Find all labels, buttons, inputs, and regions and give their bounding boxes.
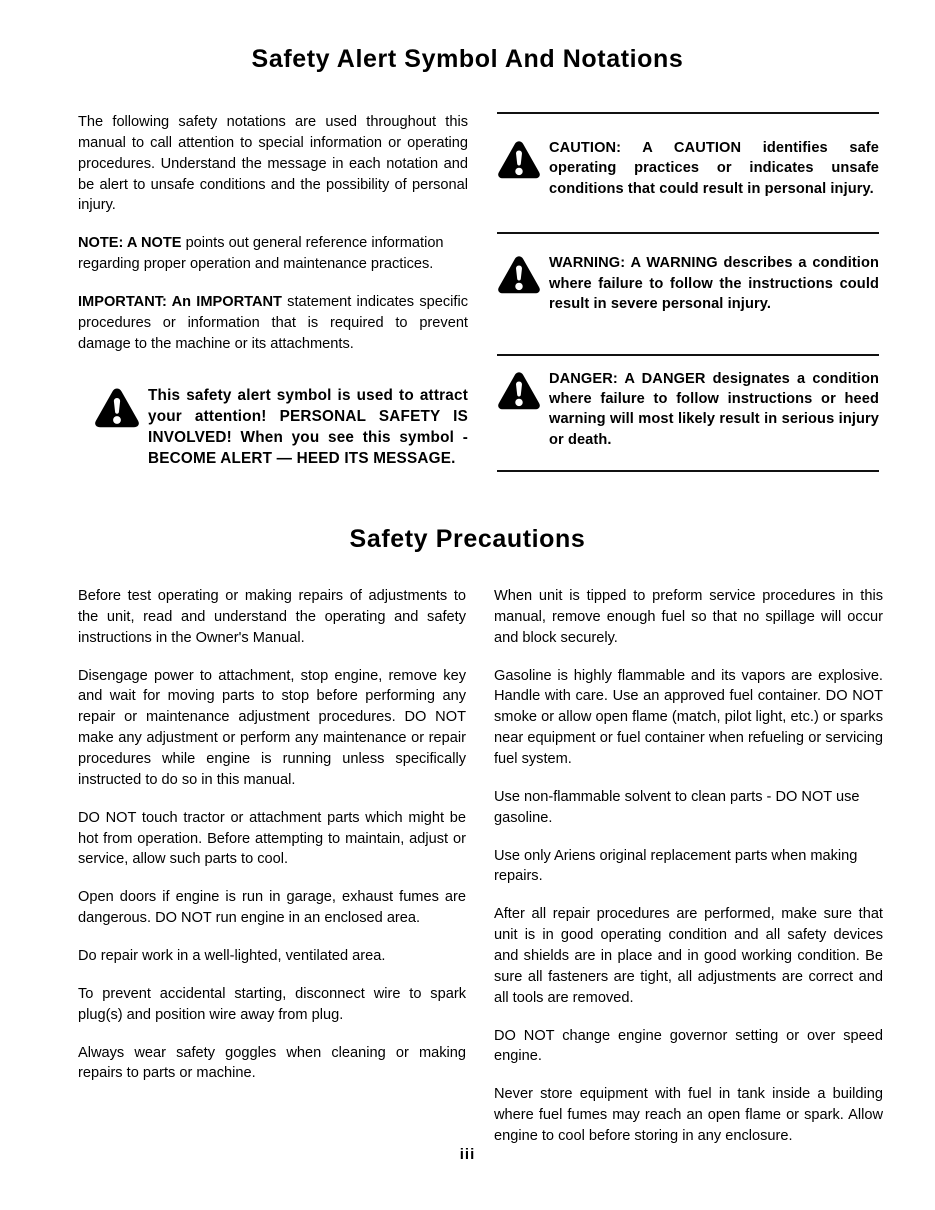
note-body-text: points out general reference information regarding proper operation and maintenance practices. <box>78 235 444 273</box>
precaution-paragraph: DO NOT touch tractor or attachment parts which might be hot from operation. Before attempting to maintain, adjust or service, allow such parts to cool. <box>78 809 466 868</box>
precaution-paragraph: Never store equipment with fuel in tank inside a building where fuel fumes may reach an open flame or spark. Allow engine to cool before storing in any enclosure. <box>494 1086 883 1145</box>
precautions-left-column <box>78 586 466 1084</box>
precaution-paragraph: DO NOT change engine governor setting or over speed engine. <box>494 1027 883 1065</box>
precaution-paragraph: Always wear safety goggles when cleaning or making repairs to parts or machine. <box>78 1044 466 1082</box>
page-title-safety-alert-symbol-and-notations: Safety Alert Symbol And Notations <box>251 45 684 73</box>
danger-notation-text: DANGER: A DANGER designates a condition where failure to follow instructions or heed warning will most likely result in serious injury or death. <box>549 370 879 448</box>
warning-notation <box>497 253 879 314</box>
caution-notation-text: CAUTION: A CAUTION identifies safe operating practices or indicates unsafe conditions that could result in personal injury. <box>549 140 879 197</box>
precaution-paragraph: Before test operating or making repairs of adjustments to the unit, read and understand the operating and safety instructions in the Owner's Manual. <box>78 588 466 646</box>
precaution-paragraph: Disengage power to attachment, stop engine, remove key and wait for moving parts to stop before performing any repair or maintenance adjustment procedures. DO NOT make any adjustment or perform any maintenance or repair procedures while engine is running unless specifically instructed to do so in this manual. <box>78 667 466 788</box>
notations-right-column <box>497 104 879 450</box>
intro-paragraph: The following safety notations are used throughout this manual to call attention to special information or operating procedures. Understand the message in each notation and be alert to unsafe conditions and the possibility of personal injury. <box>78 114 468 214</box>
safety-alert-symbol-statement <box>78 385 468 469</box>
page-title-safety-precautions: Safety Precautions <box>349 525 586 553</box>
precaution-paragraph: When unit is tipped to preform service procedures in this manual, remove enough fuel so that no spillage will occur and block securely. <box>494 588 883 646</box>
safety-alert-triangle-icon <box>94 385 148 429</box>
caution-notation <box>497 138 879 199</box>
important-paragraph <box>78 292 468 355</box>
note-lead-label: NOTE: A NOTE <box>78 235 182 252</box>
precaution-paragraph: Do repair work in a well-lighted, ventilated area. <box>78 948 386 965</box>
important-body-text: statement indicates specific procedures or information that is required to prevent damage to the machine or its attachments. <box>78 294 468 352</box>
safety-alert-triangle-icon <box>497 253 549 295</box>
safety-alert-triangle-icon <box>497 369 549 411</box>
danger-notation <box>497 369 879 451</box>
precaution-paragraph: Gasoline is highly flammable and its vapors are explosive. Handle with care. Use an approved fuel container. DO NOT smoke or allow open flame (match, pilot light, etc.) or sparks near equipment or fuel container when refueling or servicing fuel system. <box>494 667 883 768</box>
safety-alert-triangle-icon <box>497 138 549 180</box>
notations-left-column <box>78 112 468 469</box>
precaution-paragraph: After all repair procedures are performed, make sure that unit is in good operating condition and all safety devices and shields are in place and in good working condition. Be sure all fasteners are tight, all adjustments are correct and all tools are removed. <box>494 906 883 1006</box>
divider-rule-4 <box>497 470 879 472</box>
page-number: iii <box>459 1146 476 1163</box>
precaution-paragraph: Open doors if engine is run in garage, exhaust fumes are dangerous. DO NOT run engine in an enclosed area. <box>78 889 466 927</box>
safety-alert-symbol-statement-text: This safety alert symbol is used to attract your attention! PERSONAL SAFETY IS INVOLVED! When you see this symbol - BECOME ALERT — HEED ITS MESSAGE. <box>148 386 468 467</box>
precautions-right-column <box>494 586 883 1147</box>
precaution-paragraph: Use non-flammable solvent to clean parts - DO NOT use gasoline. <box>494 788 860 826</box>
important-lead-label: IMPORTANT: An IMPORTANT <box>78 294 282 311</box>
note-paragraph <box>78 233 468 275</box>
precaution-paragraph: Use only Ariens original replacement parts when making repairs. <box>494 847 858 885</box>
precaution-paragraph: To prevent accidental starting, disconnect wire to spark plug(s) and position wire away from plug. <box>78 985 466 1023</box>
warning-notation-text: WARNING: A WARNING describes a condition where failure to follow the instructions could result in severe personal injury. <box>549 255 879 313</box>
